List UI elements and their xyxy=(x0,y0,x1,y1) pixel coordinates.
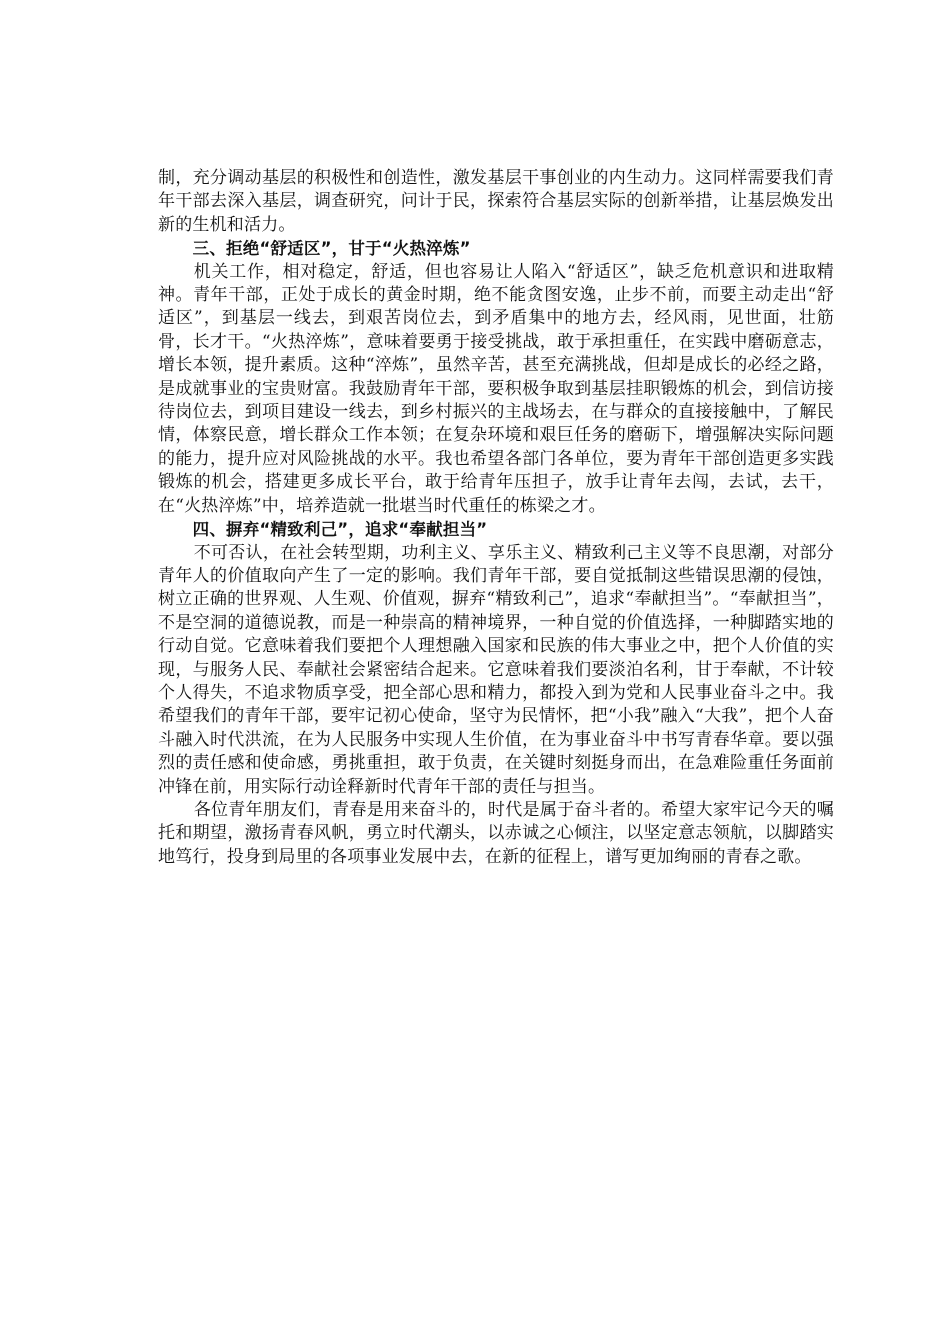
closing-paragraph: 各位青年朋友们，青春是用来奋斗的，时代是属于奋斗者的。希望大家牢记今天的嘱托和期望，激扬青春风帆，勇立时代潮头，以赤诚之心倾注，以坚定意志领航，以脚踏实地笃行，投身到局里的各项事业发展中去，在新的征程上，谱写更加绚丽的青春之歌。 xyxy=(158,799,834,867)
document-page xyxy=(158,167,834,869)
section-body-4: 不可否认，在社会转型期，功利主义、享乐主义、精致利己主义等不良思潮，对部分青年人的价值取向产生了一定的影响。我们青年干部，要自觉抵制这些错误思潮的侵蚀，树立正确的世界观、人生观、价值观，摒弃“精致利己”，追求“奉献担当”。“奉献担当”，不是空洞的道德说教，而是一种崇高的精神境界，一种自觉的价值选择，一种脚踏实地的行动自觉。它意味着我们要把个人理想融入国家和民族的伟大事业之中，把个人价值的实现，与服务人民、奉献社会紧密结合起来。它意味着我们要淡泊名利，甘于奉献，不计较个人得失，不追求物质享受，把全部心思和精力，都投入到为党和人民事业奋斗之中。我希望我们的青年干部，要牢记初心使命，坚守为民情怀，把“小我”融入“大我”，把个人奋斗融入时代洪流，在为人民服务中实现人生价值，在为事业奋斗中书写青春华章。要以强烈的责任感和使命感，勇挑重担，敢于负责，在关键时刻挺身而出，在急难险重任务面前冲锋在前，用实际行动诠释新时代青年干部的责任与担当。 xyxy=(158,542,834,797)
continuation-paragraph: 制，充分调动基层的积极性和创造性，激发基层干事创业的内生动力。这同样需要我们青年干部去深入基层，调查研究，问计于民，探索符合基层实际的创新举措，让基层焕发出新的生机和活力。 xyxy=(158,168,834,235)
section-heading-3: 三、拒绝“舒适区”，甘于“火热淬炼” xyxy=(192,239,471,259)
section-body-3: 机关工作，相对稳定，舒适，但也容易让人陷入“舒适区”，缺乏危机意识和进取精神。青年干部，正处于成长的黄金时期，绝不能贪图安逸，止步不前，而要主动走出“舒适区”，到基层一线去，到艰苦岗位去，到矛盾集中的地方去，经风雨，见世面，壮筋骨，长才干。“火热淬炼”，意味着要勇于接受挑战，敢于承担重任，在实践中磨砺意志，增长本领，提升素质。这种“淬炼”，虽然辛苦，甚至充满挑战，但却是成长的必经之路，是成就事业的宝贵财富。我鼓励青年干部，要积极争取到基层挂职锻炼的机会，到信访接待岗位去，到项目建设一线去，到乡村振兴的主战场去，在与群众的直接接触中，了解民情，体察民意，增长群众工作本领；在复杂环境和艰巨任务的磨砺下，增强解决实际问题的能力，提升应对风险挑战的水平。我也希望各部门各单位，要为青年干部创造更多实践锻炼的机会，搭建更多成长平台，敢于给青年压担子，放手让青年去闯，去试，去干，在“火热淬炼”中，培养造就一批堪当时代重任的栋梁之才。 xyxy=(158,261,834,516)
section-heading-4: 四、摒弃“精致利己”，追求“奉献担当” xyxy=(192,520,488,540)
